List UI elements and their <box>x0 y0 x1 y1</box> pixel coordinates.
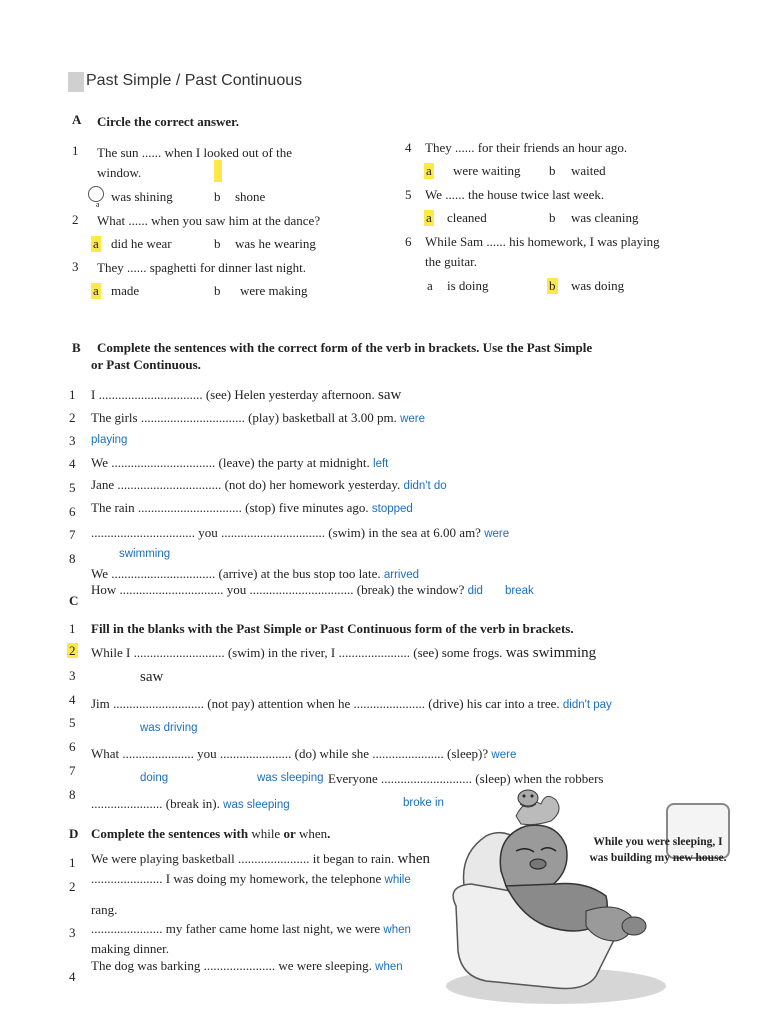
d-number-3: 3 <box>69 925 76 940</box>
a-q4-text: They ...... for their friends an hour ago. <box>425 140 628 155</box>
section-d-period: . <box>327 826 331 841</box>
section-b-letter: B <box>72 340 81 355</box>
b-answer-10b: break <box>504 585 534 597</box>
section-d-letter: D <box>69 826 79 841</box>
section-b-instruction-cont: or Past Continuous. <box>91 357 201 372</box>
c-answer-2: saw <box>140 669 164 685</box>
b-sentence-5-text: Jane ................................ (not do) her homework yesterday. <box>91 477 401 492</box>
c-number-8: 8 <box>69 787 76 802</box>
b-number-7: 7 <box>69 527 76 542</box>
b-answer-1: saw <box>378 387 402 403</box>
section-d-word-when: when <box>298 826 328 841</box>
d-answer-4: when <box>375 961 403 973</box>
b-answer-7: were <box>484 528 510 540</box>
d-answer-3: when <box>383 924 411 936</box>
b-sentence-2 <box>91 410 425 426</box>
b-sentence-10-text: How ................................ you ................................ (break) the window? <box>91 582 465 597</box>
small-creature <box>518 790 538 807</box>
character-foot <box>622 917 646 935</box>
c-answer-5: were <box>491 749 517 761</box>
section-c-letter: C <box>69 593 79 608</box>
a-q4-option-a: were waiting <box>453 163 521 178</box>
character-nose <box>530 859 546 869</box>
b-sentence-4-text: We ................................ (leave) the party at midnight. <box>91 455 370 470</box>
d-sentence-3-text: ...................... my father came home last night, we were <box>91 921 381 936</box>
c-answer-7: was sleeping <box>223 799 290 811</box>
title-bar <box>68 72 84 92</box>
d-sentence-1-text: We were playing basketball ...................... it began to rain. <box>91 851 395 866</box>
d-sentence-1 <box>91 851 430 868</box>
c-sentence-3-text: Jim ............................ (not pay) attention when he ...................... (drive) his car into a tree. <box>91 696 560 711</box>
a-q6-text-cont: the guitar. <box>425 254 477 269</box>
c-answer-4: was driving <box>140 722 198 734</box>
b-answer-7-cont: swimming <box>119 548 171 560</box>
d-sentence-3 <box>91 921 411 937</box>
c-number-7: 7 <box>69 763 76 778</box>
b-number-8: 8 <box>69 551 76 566</box>
speech-text: While you were sleeping, I was building my new house. <box>589 836 727 864</box>
c-answer-6b: was sleeping <box>257 772 324 784</box>
a-q2-option-b: was he wearing <box>235 236 316 251</box>
a-q4-option-b: waited <box>571 163 606 178</box>
d-answer-1: when <box>397 851 431 867</box>
c-sentence-7 <box>91 796 290 812</box>
b-sentence-1 <box>91 387 401 404</box>
b-number-2: 2 <box>69 410 76 425</box>
b-sentence-5 <box>91 477 447 493</box>
section-b-instruction: Complete the sentences with the correct form of the verb in brackets. Use the Past Simple <box>97 340 593 355</box>
a-q4-option-a-label: a <box>426 163 432 178</box>
a-q2-number: 2 <box>72 212 79 227</box>
a-q1-text: The sun ...... when I looked out of the <box>97 145 292 160</box>
c-number-1: 1 <box>69 621 76 636</box>
c-number-6: 6 <box>69 739 76 754</box>
d-sentence-2-cont: rang. <box>91 902 118 917</box>
d-sentence-2 <box>91 871 411 887</box>
a-q2-option-a-label: a <box>93 236 99 251</box>
a-q1-option-a: was shining <box>111 189 173 204</box>
b-sentence-6 <box>91 500 413 516</box>
page-title: Past Simple / Past Continuous <box>86 72 303 89</box>
b-sentence-9-text: We ................................ (arrive) at the bus stop too late. <box>91 566 381 581</box>
d-sentence-2-text: ...................... I was doing my homework, the telephone <box>91 871 382 886</box>
c-answer-1: was swimming <box>505 645 597 661</box>
b-number-5: 5 <box>69 480 76 495</box>
b-sentence-7-text: ................................ you ................................ (swim) in the sea at 6.00 am? <box>91 525 481 540</box>
a-q1-number: 1 <box>72 143 79 158</box>
section-c-instruction: Fill in the blanks with the Past Simple or Past Continuous form of the verb in brackets. <box>91 621 574 636</box>
d-sentence-4-text: The dog was barking ...................... we were sleeping. <box>91 958 372 973</box>
a-q4-number: 4 <box>405 140 412 155</box>
a-q6-option-b: was doing <box>571 278 625 293</box>
a-q5-option-a-label: a <box>426 210 432 225</box>
a-q3-text: They ...... spaghetti for dinner last night. <box>97 260 307 275</box>
a-q5-option-b-label: b <box>549 210 556 225</box>
section-d-instruction <box>91 826 330 842</box>
character-head <box>500 825 567 891</box>
highlight-mark <box>214 160 222 182</box>
section-d-word-or: or <box>283 826 296 841</box>
c-sentence-1 <box>91 645 596 662</box>
section-d-word-while: while <box>251 826 281 841</box>
section-d-instruction-text: Complete the sentences with <box>91 826 249 841</box>
c-answer-3: didn't pay <box>562 699 612 711</box>
a-q3-option-b: were making <box>240 283 308 298</box>
c-number-2-text: 2 <box>69 643 76 658</box>
b-number-3: 3 <box>69 433 76 448</box>
section-a-instruction: Circle the correct answer. <box>97 114 239 129</box>
c-number-2 <box>67 643 78 659</box>
c-sentence-3 <box>91 696 612 712</box>
a-q5-option-b: was cleaning <box>571 210 639 225</box>
b-number-6: 6 <box>69 504 76 519</box>
b-answer-10: did <box>467 585 483 597</box>
d-number-2: 2 <box>69 879 76 894</box>
a-q4-option-b-label: b <box>549 163 556 178</box>
b-answer-5: didn't do <box>403 480 447 492</box>
d-answer-2: while <box>384 874 411 886</box>
d-sentence-3-cont: making dinner. <box>91 941 169 956</box>
a-q6-option-a-label: a <box>427 278 433 293</box>
a-q3-number: 3 <box>72 259 79 274</box>
c-number-5: 5 <box>69 715 76 730</box>
a-q6-number: 6 <box>405 234 412 249</box>
a-q3-option-a: made <box>111 283 140 298</box>
d-number-1: 1 <box>69 855 76 870</box>
b-sentence-1-text: I ................................ (see) Helen yesterday afternoon. <box>91 387 375 402</box>
c-sentence-7-text: ...................... (break in). <box>91 796 220 811</box>
a-q1-option-b: shone <box>235 189 266 204</box>
b-sentence-6-text: The rain ................................ (stop) five minutes ago. <box>91 500 369 515</box>
c-number-4: 4 <box>69 692 76 707</box>
b-sentence-2-text: The girls ................................ (play) basketball at 3.00 pm. <box>91 410 397 425</box>
b-sentence-9 <box>91 566 419 582</box>
a-q1-option-b-label: b <box>214 189 221 204</box>
a-q5-text: We ...... the house twice last week. <box>425 187 605 202</box>
b-number-1: 1 <box>69 387 76 402</box>
c-sentence-6: Everyone ............................ (sleep) when the robbers <box>328 771 604 786</box>
a-q3-option-a-label: a <box>93 283 99 298</box>
d-sentence-4 <box>91 958 403 974</box>
b-sentence-10 <box>91 582 534 598</box>
b-answer-2: were <box>400 413 425 425</box>
b-sentence-4 <box>91 455 388 471</box>
a-q1-option-a-label: a <box>96 200 100 209</box>
d-number-4: 4 <box>69 969 76 984</box>
a-q2-text: What ...... when you saw him at the dance? <box>97 213 321 228</box>
c-number-3: 3 <box>69 668 76 683</box>
b-sentence-7 <box>91 525 509 541</box>
c-sentence-5 <box>91 746 516 762</box>
a-q6-text: While Sam ...... his homework, I was playing <box>425 234 660 249</box>
b-answer-2-cont: playing <box>91 434 128 446</box>
a-q3-option-b-label: b <box>214 283 221 298</box>
c-sentence-1-text: While I ............................ (swim) in the river, I ...................... (see) some frogs. <box>91 645 503 660</box>
a-q6-option-b-label: b <box>549 278 556 293</box>
b-number-4: 4 <box>69 456 76 471</box>
a-q2-option-a: did he wear <box>111 236 172 251</box>
c-answer-6: doing <box>140 772 169 784</box>
a-q2-option-b-label: b <box>214 236 221 251</box>
b-answer-6: stopped <box>371 503 413 515</box>
a-q6-option-a: is doing <box>447 278 489 293</box>
b-answer-9: arrived <box>383 569 419 581</box>
a-q5-option-a: cleaned <box>447 210 487 225</box>
b-answer-4: left <box>373 458 389 470</box>
a-q5-number: 5 <box>405 187 412 202</box>
section-a-letter: A <box>72 112 82 127</box>
c-sentence-5-text: What ...................... you ...................... (do) while she ...................... (sleep)? <box>91 746 489 761</box>
a-q1-text-cont: window. <box>97 165 142 180</box>
c-answer-7b: broke in <box>403 797 444 809</box>
